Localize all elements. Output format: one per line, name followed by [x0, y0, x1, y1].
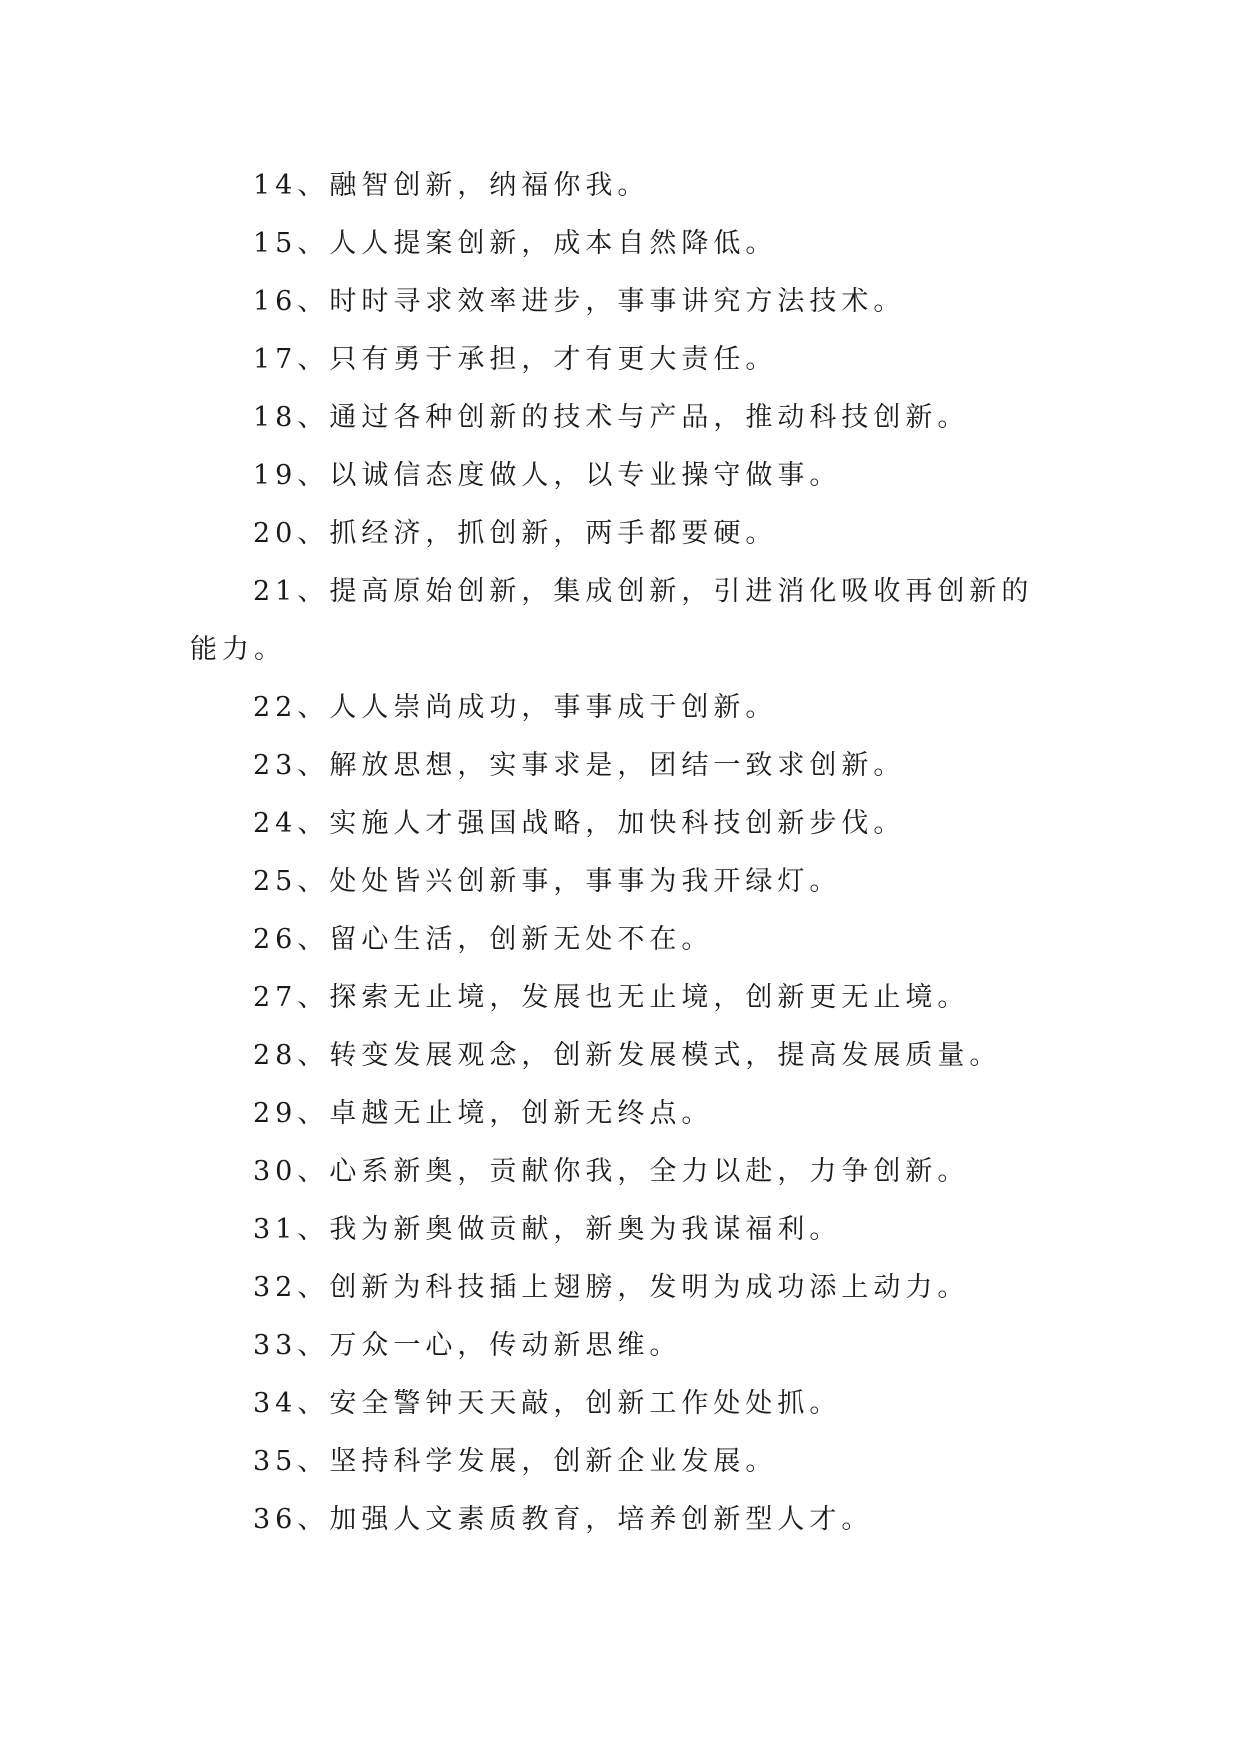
list-item: 16、时时寻求效率进步，事事讲究方法技术。 — [253, 286, 906, 317]
list-item: 18、通过各种创新的技术与产品，推动科技创新。 — [253, 402, 970, 433]
list-item: 14、融智创新，纳福你我。 — [253, 170, 650, 201]
list-item: 15、人人提案创新，成本自然降低。 — [253, 228, 778, 259]
list-item: 24、实施人才强国战略，加快科技创新步伐。 — [253, 808, 906, 839]
list-item: 17、只有勇于承担，才有更大责任。 — [253, 344, 778, 375]
list-item: 20、抓经济，抓创新，两手都要硬。 — [253, 518, 778, 549]
list-item: 28、转变发展观念，创新发展模式，提高发展质量。 — [253, 1040, 1002, 1071]
list-item: 35、坚持科学发展，创新企业发展。 — [253, 1446, 778, 1477]
list-item: 26、留心生活，创新无处不在。 — [253, 924, 714, 955]
list-item: 23、解放思想，实事求是，团结一致求创新。 — [253, 750, 906, 781]
list-item: 32、创新为科技插上翅膀，发明为成功添上动力。 — [253, 1272, 970, 1303]
list-item: 30、心系新奥，贡献你我，全力以赴，力争创新。 — [253, 1156, 970, 1187]
list-item: 27、探索无止境，发展也无止境，创新更无止境。 — [253, 982, 970, 1013]
list-item: 25、处处皆兴创新事，事事为我开绿灯。 — [253, 866, 842, 897]
list-item: 21、提高原始创新，集成创新，引进消化吸收再创新的能力。 — [190, 576, 1034, 665]
slogan-list — [190, 157, 1062, 1549]
list-item: 31、我为新奥做贡献，新奥为我谋福利。 — [253, 1214, 842, 1245]
list-item: 22、人人崇尚成功，事事成于创新。 — [253, 692, 778, 723]
list-item: 34、安全警钟天天敲，创新工作处处抓。 — [253, 1388, 842, 1419]
list-item: 33、万众一心，传动新思维。 — [253, 1330, 682, 1361]
list-item: 29、卓越无止境，创新无终点。 — [253, 1098, 714, 1129]
list-item: 36、加强人文素质教育，培养创新型人才。 — [253, 1504, 874, 1535]
list-item: 19、以诚信态度做人，以专业操守做事。 — [253, 460, 842, 491]
